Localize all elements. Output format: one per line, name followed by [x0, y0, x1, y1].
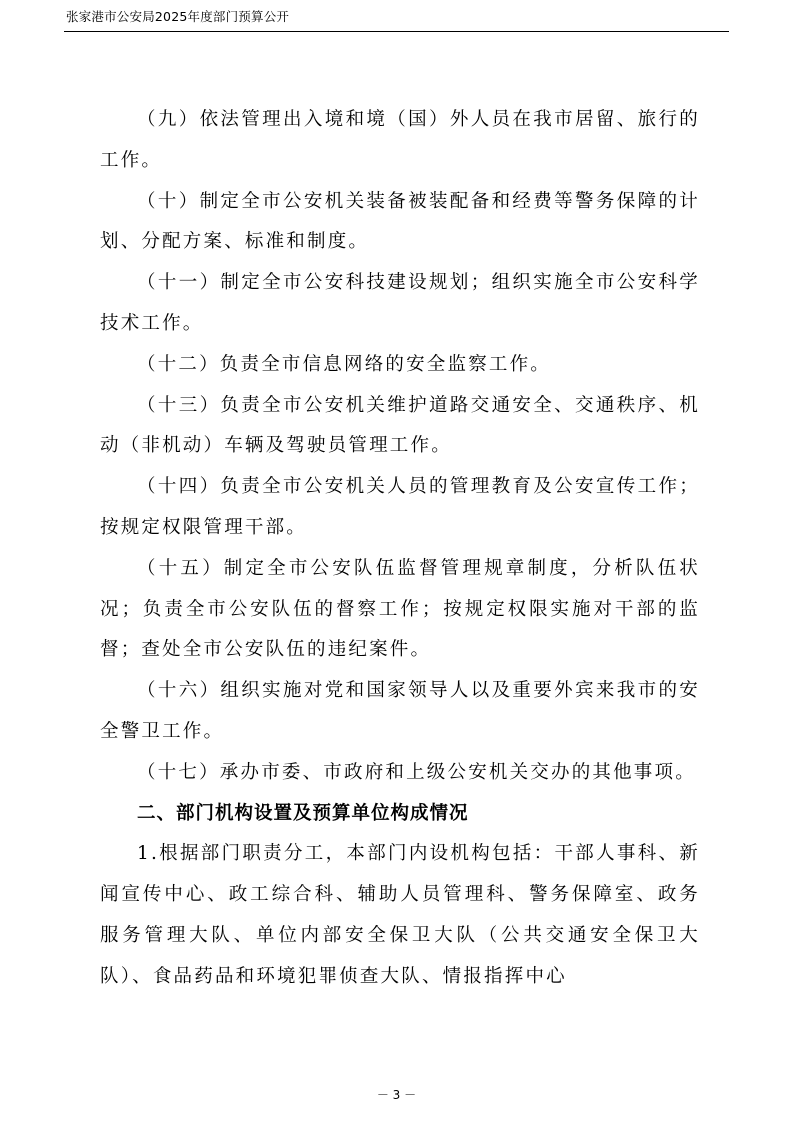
- body-text: [100, 100, 700, 998]
- paragraph-item-17: （十七）承办市委、市政府和上级公安机关交办的其他事项。: [137, 761, 696, 783]
- header-divider: [64, 31, 729, 32]
- paragraph-item-14: （十四）负责全市公安机关人员的管理教育及公安宣传工作；按规定权限管理干部。: [100, 476, 700, 538]
- page-number: － 3 －: [376, 1088, 417, 1102]
- section-heading: 二、部门机构设置及预算单位构成情况: [137, 802, 469, 824]
- paragraph-item-13: （十三）负责全市公安机关维护道路交通安全、交通秩序、机动（非机动）车辆及驾驶员管理工作。: [100, 394, 700, 457]
- paragraph-item-11: （十一）制定全市公安科技建设规划；组织实施全市公安科学技术工作。: [100, 272, 700, 334]
- paragraph-item-16: （十六）组织实施对党和国家领导人以及重要外宾来我市的安全警卫工作。: [100, 680, 700, 742]
- paragraph-item-12: （十二）负责全市信息网络的安全监察工作。: [137, 353, 552, 375]
- paragraph-item-9: （九）依法管理出入境和境（国）外人员在我市居留、旅行的工作。: [100, 109, 700, 171]
- section-intro-paragraph: 1.根据部门职责分工，本部门内设机构包括：干部人事科、新闻宣传中心、政工综合科、辅助人员管理科、警务保障室、政务服务管理大队、单位内部安全保卫大队（公共交通安全保卫大队）、食品药品和环境犯罪侦查大队、情报指挥中心: [100, 843, 700, 987]
- running-header: 张家港市公安局2025年度部门预算公开: [66, 9, 290, 24]
- paragraph-item-15: （十五）制定全市公安队伍监督管理规章制度，分析队伍状况；负责全市公安队伍的督察工作；按规定权限实施对干部的监督；查处全市公安队伍的违纪案件。: [100, 557, 700, 661]
- paragraph-item-10: （十）制定全市公安机关装备被装配备和经费等警务保障的计划、分配方案、标准和制度。: [100, 190, 700, 253]
